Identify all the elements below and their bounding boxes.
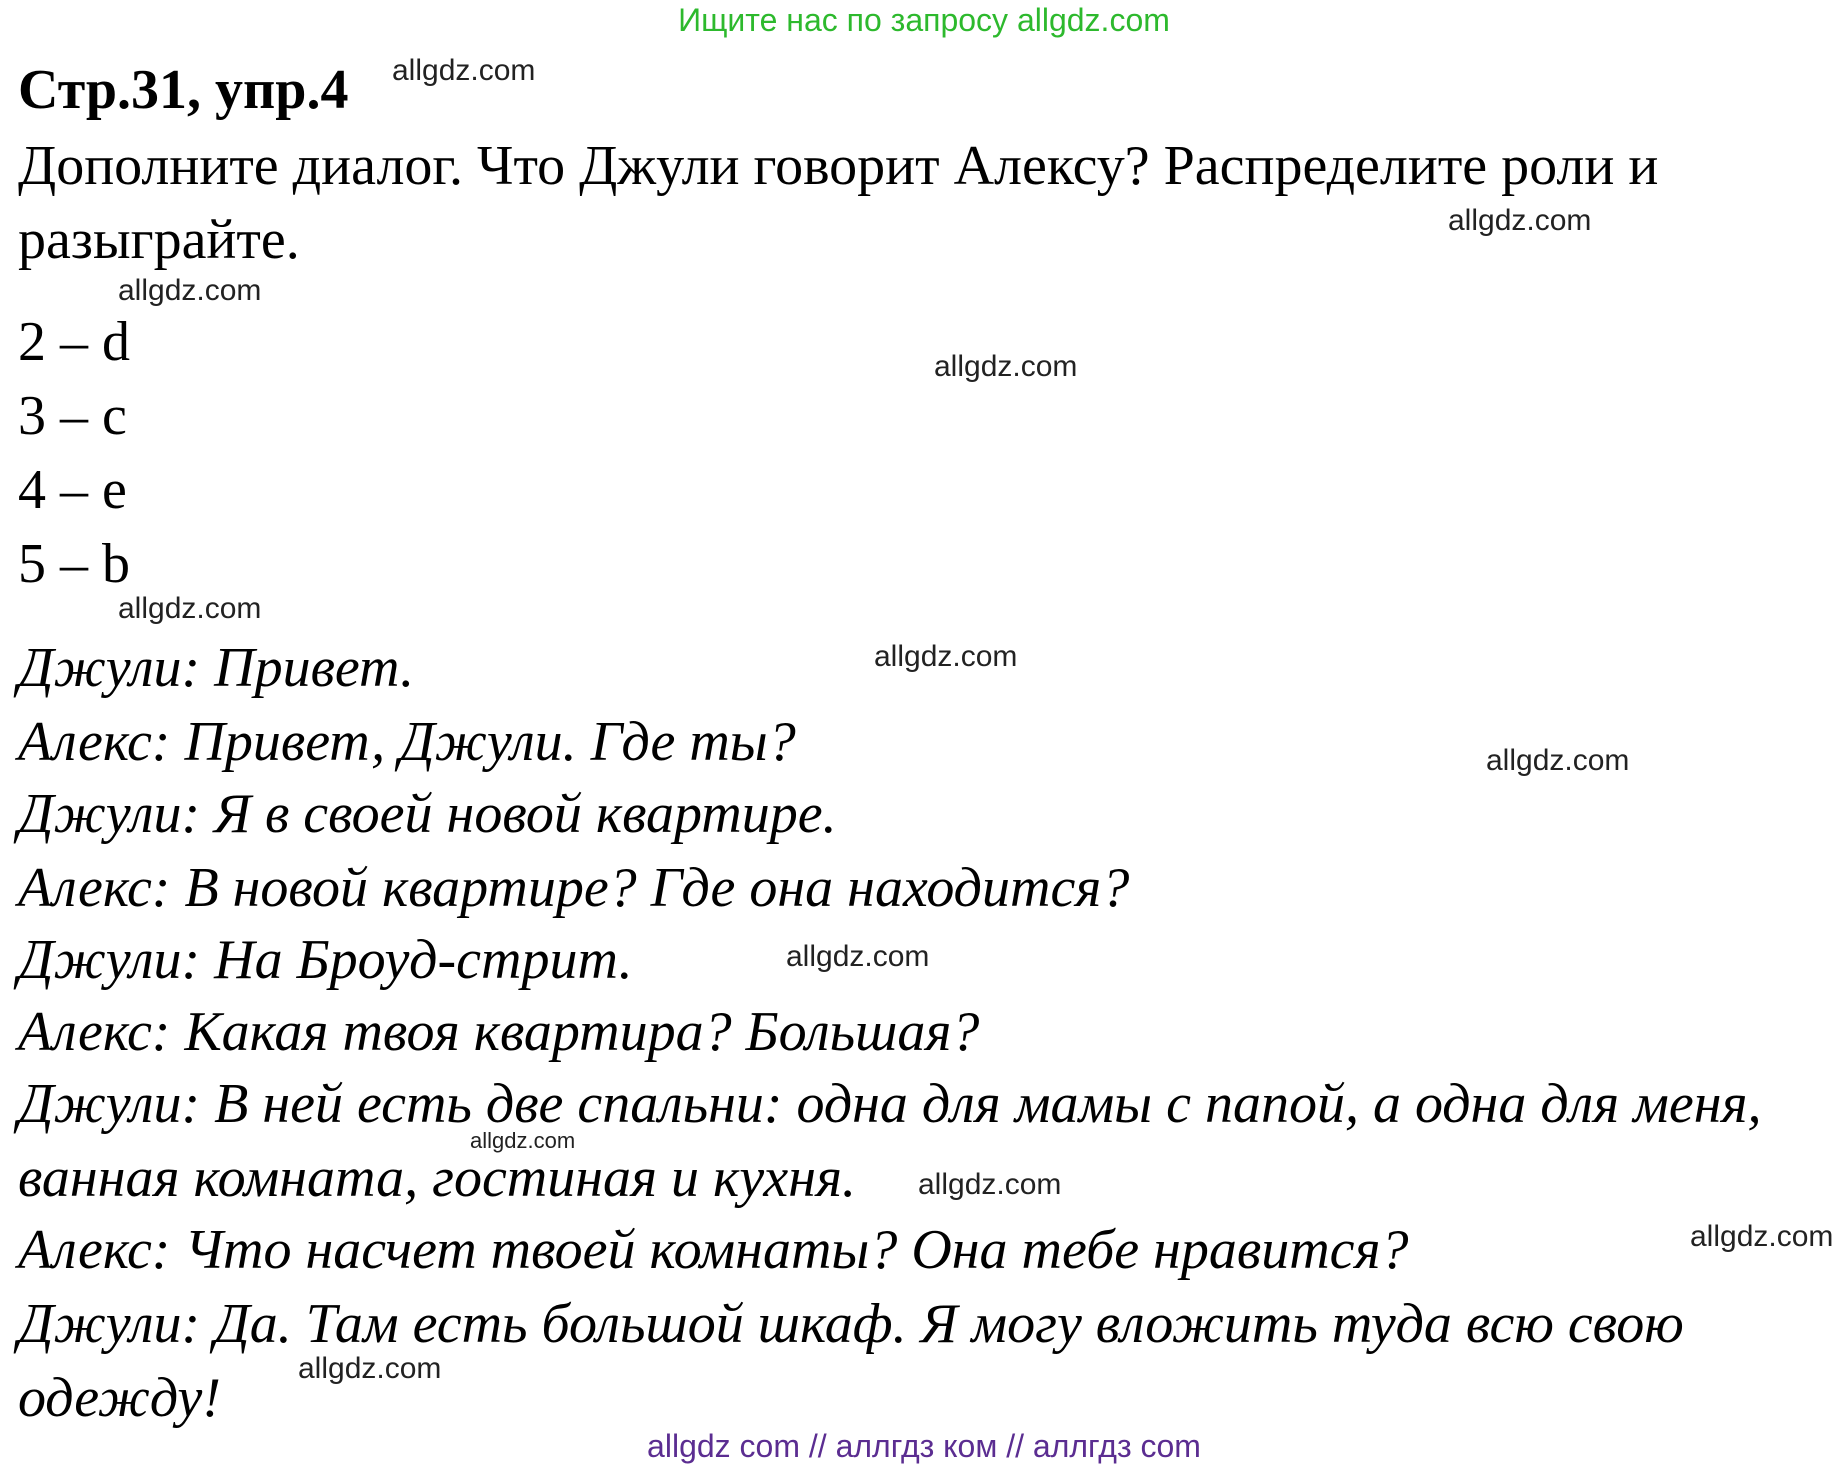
dialogue-line: Джули: Да. Там есть большой шкаф. Я могу вложить туда всю свою [18, 1293, 1684, 1355]
watermark: allgdz.com [298, 1352, 442, 1385]
dialogue-line: Алекс: Привет, Джули. Где ты? [18, 711, 796, 773]
dialogue-line: Алекс: Что насчет твоей комнаты? Она тебе нравится? [18, 1219, 1409, 1281]
dialogue-line: Алекс: В новой квартире? Где она находится? [18, 857, 1130, 919]
instruction-line-1: Дополните диалог. Что Джули говорит Алексу? Распределите роли и [18, 135, 1659, 197]
watermark: allgdz.com [918, 1168, 1062, 1201]
dialogue-line: Джули: Я в своей новой квартире. [18, 783, 837, 845]
watermark: allgdz.com [1486, 744, 1630, 777]
watermark: allgdz.com [1690, 1220, 1834, 1253]
instruction-line-2: разыграйте. [18, 209, 300, 271]
dialogue-line: ванная комната, гостиная и кухня. [18, 1147, 857, 1209]
dialogue-line: Джули: На Броуд-стрит. [18, 929, 633, 991]
watermark: allgdz.com [118, 274, 262, 307]
top-banner: Ищите нас по запросу allgdz.com [678, 2, 1170, 38]
answer-line: 2 – d [18, 311, 130, 373]
watermark: allgdz.com [874, 640, 1018, 673]
dialogue-line: Джули: Привет. [18, 637, 415, 699]
dialogue-line: Джули: В ней есть две спальни: одна для мамы с папой, а одна для меня, [18, 1073, 1762, 1135]
answer-line: 3 – c [18, 385, 127, 447]
watermark: allgdz.com [786, 940, 930, 973]
watermark: allgdz.com [392, 54, 536, 87]
watermark: allgdz.com [934, 350, 1078, 383]
footer-watermark: allgdz com // аллгдз ком // аллгдз com [647, 1428, 1201, 1464]
dialogue-line: Алекс: Какая твоя квартира? Большая? [18, 1001, 980, 1063]
watermark: allgdz.com [118, 592, 262, 625]
exercise-title: Стр.31, упр.4 [18, 59, 349, 121]
answer-line: 4 – e [18, 459, 127, 521]
answer-line: 5 – b [18, 533, 130, 595]
dialogue-line: одежду! [18, 1367, 221, 1429]
watermark: allgdz.com [470, 1128, 576, 1153]
watermark: allgdz.com [1448, 204, 1592, 237]
